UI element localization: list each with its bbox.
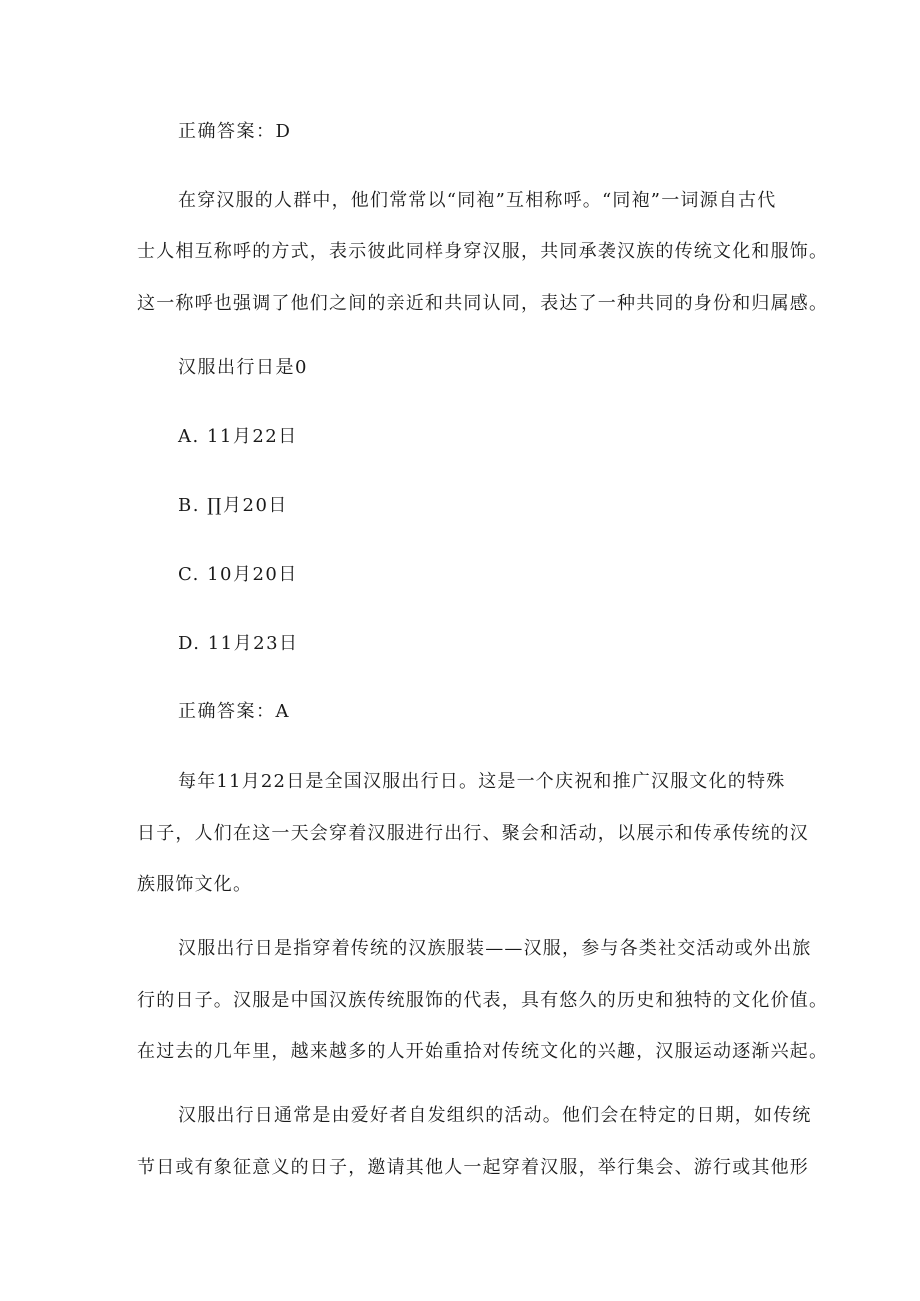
para3-line-2: 行的日子。汉服是中国汉族传统服饰的代表，具有悠久的历史和独特的文化价值。: [137, 990, 829, 1011]
para2-line-1: 每年11月22日是全国汉服出行日。这是一个庆祝和推广汉服文化的特殊: [178, 771, 786, 792]
para1-line-2: 士人相互称呼的方式，表示彼此同样身穿汉服，共同承袭汉族的传统文化和服饰。: [137, 241, 829, 262]
option-c: C. 10月20日: [178, 564, 298, 585]
para2-line-2: 日子，人们在这一天会穿着汉服进行出行、聚会和活动，以展示和传承传统的汉: [137, 823, 809, 844]
option-b: B. ∏月20日: [178, 495, 288, 516]
answer-line-2: 正确答案：A: [178, 701, 290, 722]
para3-line-3: 在过去的几年里，越来越多的人开始重拾对传统文化的兴趣，汉服运动逐渐兴起。: [137, 1041, 829, 1062]
option-a: A. 11月22日: [178, 426, 298, 447]
para1-line-1: 在穿汉服的人群中，他们常常以“同袍”互相称呼。“同袍”一词源自古代: [178, 190, 777, 211]
question-line: 汉服出行日是0: [178, 357, 308, 378]
para3-line-1: 汉服出行日是指穿着传统的汉族服装——汉服，参与各类社交活动或外出旅: [178, 938, 812, 959]
para2-line-3: 族服饰文化。: [137, 874, 253, 895]
para1-line-3: 这一称呼也强调了他们之间的亲近和共同认同，表达了一种共同的身份和归属感。: [137, 293, 829, 314]
answer-line-1: 正确答案：D: [178, 121, 292, 142]
option-d: D. 11月23日: [178, 633, 299, 654]
para4-line-2: 节日或有象征意义的日子，邀请其他人一起穿着汉服，举行集会、游行或其他形: [137, 1157, 809, 1178]
para4-line-1: 汉服出行日通常是由爱好者自发组织的活动。他们会在特定的日期，如传统: [178, 1105, 812, 1126]
